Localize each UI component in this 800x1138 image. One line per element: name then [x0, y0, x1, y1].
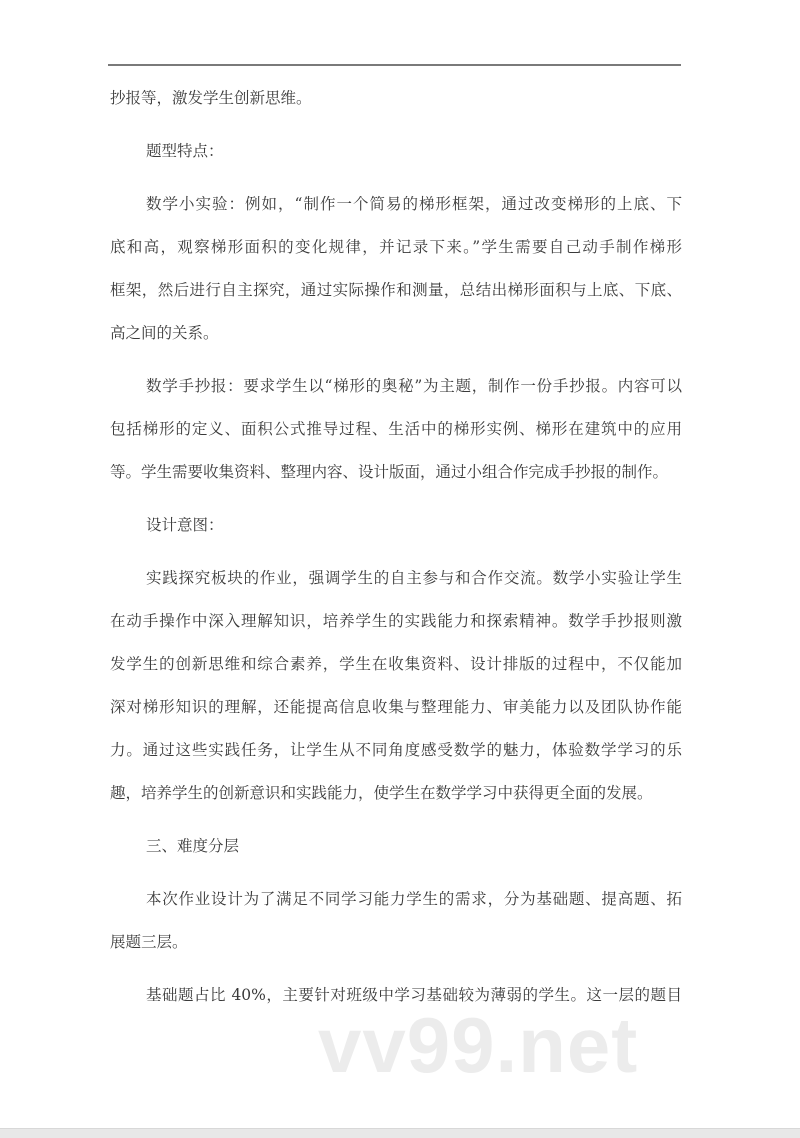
paragraph: [110, 884, 682, 970]
text-line: 力。通过这些实践任务，让学生从不同角度感受数学的魅力，体验数学学习的乐: [110, 741, 682, 759]
text-line: 展题三层。: [110, 933, 188, 951]
text-line: 数学小实验：例如，“制作一个简易的梯形框架，通过改变梯形的上底、下: [146, 195, 682, 213]
text-line: 基础题占比 40%，主要针对班级中学习基础较为薄弱的学生。这一层的题目: [146, 986, 682, 1004]
paragraph: [110, 510, 682, 553]
text-line: 在动手操作中深入理解知识，培养学生的实践能力和探索精神。数学手抄报则激: [110, 612, 682, 630]
header-rule: [108, 64, 681, 66]
text-line: 底和高，观察梯形面积的变化规律，并记录下来。”学生需要自己动手制作梯形: [110, 238, 682, 256]
text-line: 框架，然后进行自主探究，通过实际操作和测量，总结出梯形面积与上底、下底、: [110, 281, 682, 299]
text-line: 实践探究板块的作业，强调学生的自主参与和合作交流。数学小实验让学生: [146, 569, 682, 587]
paragraph: [110, 136, 682, 179]
text-line: 深对梯形知识的理解，还能提高信息收集与整理能力、审美能力以及团队协作能: [110, 698, 682, 716]
text-line: 高之间的关系。: [110, 324, 219, 342]
paragraph: [110, 189, 682, 361]
text-line: 包括梯形的定义、面积公式推导过程、生活中的梯形实例、梯形在建筑中的应用: [110, 420, 682, 438]
paragraph: [110, 371, 682, 500]
paragraph: [110, 83, 682, 126]
text-line: 趣，培养学生的创新意识和实践能力，使学生在数学学习中获得更全面的发展。: [110, 784, 653, 802]
text-line: 抄报等，激发学生创新思维。: [110, 89, 312, 107]
paragraph: [110, 563, 682, 821]
document-body: [110, 83, 682, 1023]
text-line: 数学手抄报：要求学生以“梯形的奥秘”为主题，制作一份手抄报。内容可以: [146, 377, 682, 395]
text-line: 题型特点：: [146, 142, 224, 160]
text-line: 设计意图：: [146, 516, 224, 534]
paragraph: [110, 831, 682, 874]
text-line: 本次作业设计为了满足不同学习能力学生的需求，分为基础题、提高题、拓: [146, 890, 682, 908]
text-line: 发学生的创新思维和综合素养，学生在收集资料、设计排版的过程中，不仅能加: [110, 655, 682, 673]
watermark: vv99.net: [318, 1001, 639, 1089]
text-line: 等。学生需要收集资料、整理内容、设计版面，通过小组合作完成手抄报的制作。: [110, 463, 669, 481]
text-line: 三、难度分层: [146, 837, 240, 855]
